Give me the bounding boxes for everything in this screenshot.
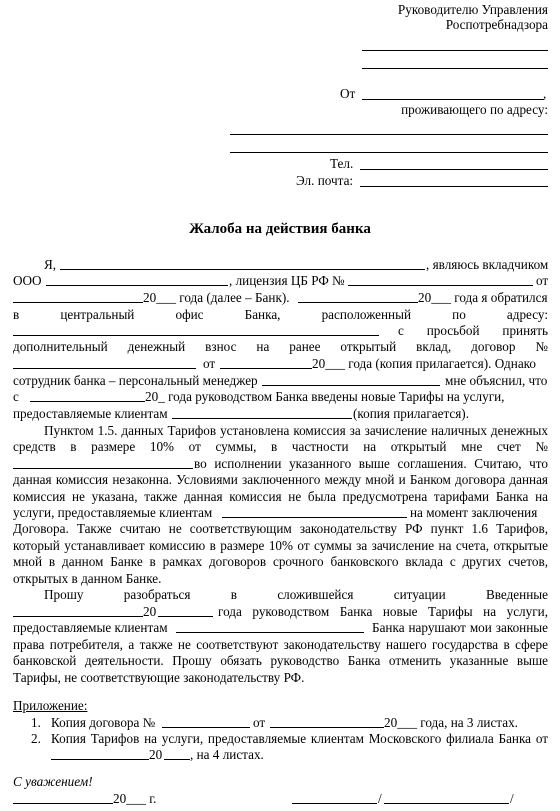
name-blank — [60, 269, 425, 270]
date-blank — [220, 368, 312, 369]
p3-text: банковской деятельности. Прошу обязать руководство Банка отменить указанные выше — [13, 653, 548, 668]
recipient-line-1: Руководителю Управления — [397, 2, 548, 17]
date-blank — [270, 727, 384, 728]
address-blank-1 — [230, 134, 548, 135]
p3-text: года руководством Банка новые Тарифы на услуги, — [218, 604, 548, 619]
p1-text: сотрудник банка – персональный менеджер — [13, 373, 258, 388]
p1-text: 20___ года (копия прилагается). Однако — [312, 356, 537, 371]
year-blank — [164, 759, 190, 760]
p1-text: 20___ года я обратился — [418, 290, 548, 305]
from-label: От — [340, 86, 356, 101]
p3-text: Прошу разобраться в сложившейся ситуации Введенные — [44, 587, 548, 602]
p3-text: права потребителя, а также не соответствуют законодательству нашего государства в сфере — [13, 637, 548, 652]
date-blank — [298, 302, 418, 303]
p2-text: комиссия не указана, также данная комиссия не была предусмотрена тарифами Банка на — [13, 489, 548, 504]
bank-name-blank — [46, 285, 228, 286]
email-blank — [360, 186, 548, 187]
from-blank — [362, 99, 544, 100]
date-blank — [13, 616, 143, 617]
address-blank-2 — [230, 152, 548, 153]
year-blank — [158, 616, 213, 617]
p2-text: который устанавливает комиссию в размере 10% от суммы за зачисление на счета, открытые — [13, 538, 548, 553]
signature-date-suffix: 20___ г. — [113, 791, 157, 806]
p1-text: , являюсь вкладчиком — [426, 257, 549, 272]
attachment-text: Копия Тарифов на услуги, предоставляемые клиентам Московского филиала Банка от — [51, 731, 548, 746]
recipient-blank-1 — [362, 50, 548, 51]
p3-text: предоставляемые клиентам — [13, 620, 168, 635]
attachment-number: 2. — [31, 731, 41, 746]
contract-blank — [13, 368, 196, 369]
p1-text: 20_ года руководством Банка введены новые Тарифы на услуги, — [145, 389, 505, 404]
attachment-number: 1. — [31, 715, 41, 730]
p1-text: от — [203, 356, 216, 371]
signature-name-blank — [384, 803, 509, 804]
p1-text: в центральный офис Банка, расположенный по адресу: — [13, 307, 548, 322]
p2-text: открытых в данном Банке. — [13, 571, 162, 586]
phone-label: Тел. — [330, 156, 354, 171]
p2-text: услуги, предоставляемые клиентам — [13, 505, 213, 520]
p1-text: предоставляемые клиентам — [13, 406, 168, 421]
p1-text: с — [13, 389, 19, 404]
attachments-label: Приложение: — [13, 698, 88, 713]
p1-text: мне объяснил, что — [445, 373, 548, 388]
attachment-text: Копия договора № — [51, 715, 156, 730]
address-blank — [13, 335, 379, 336]
p2-text: Договора. Также считаю не соответствующим законодательству РФ пункт 1.6 Тарифов, — [13, 521, 548, 536]
contract-blank — [162, 727, 250, 728]
manager-blank — [262, 385, 440, 386]
attachment-text: , на 4 листах. — [190, 747, 264, 762]
p2-text: данная комиссия незаконна. Условиями заключенного между мной и Банком договора данная — [13, 472, 548, 487]
p3-text: Банка нарушают мои законные — [372, 620, 548, 635]
signature-separator: / — [510, 791, 514, 806]
account-blank — [13, 468, 193, 469]
date-blank — [51, 759, 149, 760]
clients-blank — [222, 517, 407, 518]
attachment-text: от — [253, 715, 266, 730]
p1-text: с просьбой принять — [398, 323, 548, 338]
p2-text: на момент заключения — [410, 505, 538, 520]
regards: С уважением! — [13, 774, 93, 789]
document-title: Жалоба на действия банка — [189, 221, 371, 237]
p1-text: от — [536, 273, 549, 288]
license-blank — [348, 285, 533, 286]
p1-text: (копия прилагается). — [353, 406, 469, 421]
signature-blank — [292, 803, 377, 804]
p2-text: во исполнении указанного выше соглашения. Считаю, что — [194, 456, 548, 471]
clients-blank — [172, 418, 352, 419]
p3-text: 20 — [143, 604, 157, 619]
p2-text: мной в данном Банке в рамках договоров срочного банковского вклада с других счетов, — [13, 554, 548, 569]
from-comma: , — [543, 86, 547, 101]
recipient-line-2: Роспотребнадзора — [445, 17, 548, 32]
p1-text: дополнительный денежный взнос на ранее открытый вклад, договор № — [13, 339, 548, 354]
signature-date-blank — [13, 803, 113, 804]
p2-text: Пунктом 1.5. данных Тарифов установлена комиссия за зачисление наличных денежных — [44, 423, 548, 438]
date-blank — [30, 401, 145, 402]
address-label: проживающего по адресу: — [401, 102, 548, 117]
p1-text: , лицензия ЦБ РФ № — [229, 273, 345, 288]
p3-text: Тарифы, не соответствующие законодательству РФ. — [13, 670, 305, 685]
attachment-text: 20___ года, на 3 листах. — [384, 715, 518, 730]
p1-text: ООО — [13, 273, 42, 288]
clients-blank — [176, 632, 364, 633]
p1-text: Я, — [44, 257, 57, 272]
signature-separator: / — [378, 791, 382, 806]
p1-text: 20___ года (далее – Банк). — [143, 290, 290, 305]
email-label: Эл. почта: — [296, 173, 354, 188]
p2-text: средств в размере 10% от суммы, в частности на открытый мне счет № — [13, 439, 548, 454]
recipient-blank-2 — [362, 68, 548, 69]
phone-blank — [360, 169, 548, 170]
attachment-text: 20 — [149, 747, 163, 762]
date-blank — [13, 302, 143, 303]
